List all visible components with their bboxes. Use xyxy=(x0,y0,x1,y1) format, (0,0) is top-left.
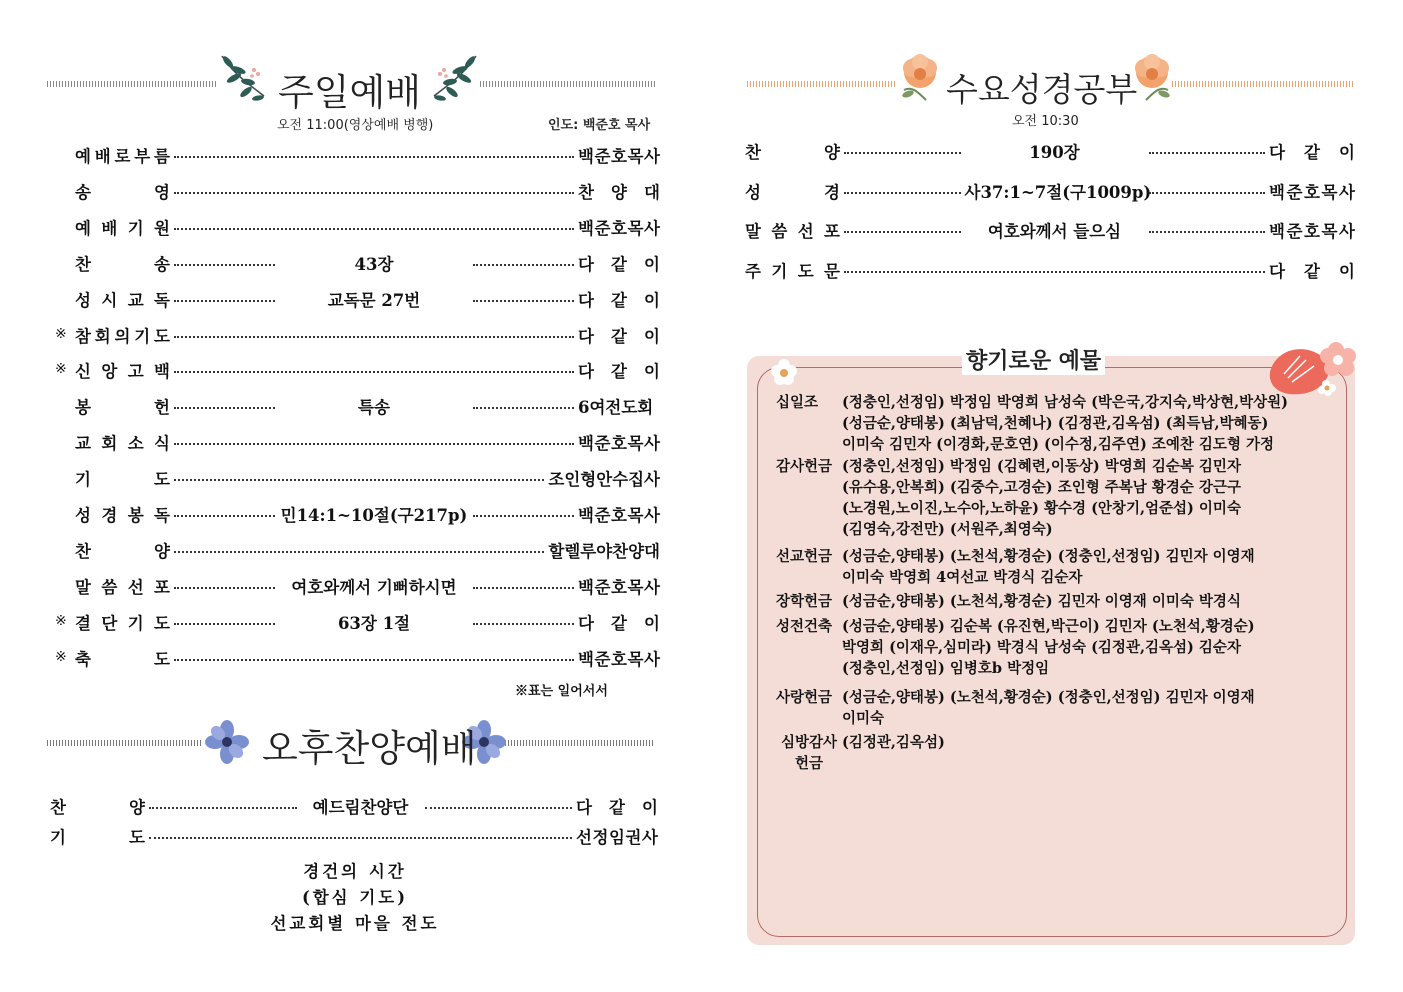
standing-note: ※표는 일어서서 xyxy=(515,684,608,699)
sunday-order-row xyxy=(55,358,660,382)
offering-row xyxy=(776,732,1312,774)
title-rule-right xyxy=(1172,81,1354,87)
offering-row xyxy=(776,687,1312,729)
sunday-order-row xyxy=(75,502,660,526)
offering-row xyxy=(776,591,1312,612)
order-label: 찬 양 xyxy=(75,541,170,561)
sunday-order-row xyxy=(75,251,660,275)
order-person: 백 준 호 목 사 xyxy=(578,147,660,166)
offerings-title: 향기로운 예물 xyxy=(962,344,1105,375)
order-detail: 여호와께서 기뻐하시면 xyxy=(291,577,457,597)
leaf-sprig-icon xyxy=(216,52,272,104)
leader-dots xyxy=(174,192,574,194)
offering-names xyxy=(842,546,1312,588)
order-label: 축 도 xyxy=(75,649,170,669)
offering-line: (유수용,안복희) (김중수,고경순) 조인형 주복남 황경순 강근구 xyxy=(842,479,1241,496)
order-detail: 여호와께서 들으심 xyxy=(987,222,1122,241)
order-label: 성 경 봉 독 xyxy=(75,506,170,525)
offering-row xyxy=(776,392,1312,455)
red-flower-icon xyxy=(1266,338,1364,400)
offering-line: (김영숙,강전만) (서원주,최영숙) xyxy=(842,521,1053,538)
leader-dots xyxy=(174,300,275,302)
order-person: 다 같 이 xyxy=(578,613,660,633)
devotion-line: 선교회별 마을 전도 xyxy=(270,914,440,933)
order-label: 성 시 교 독 xyxy=(75,290,170,310)
offering-line: 이미숙 xyxy=(842,710,885,727)
leader-dots xyxy=(844,231,961,233)
sunday-time: 오전 11:00(영상예배 병행) xyxy=(277,118,434,133)
offering-line: (노경원,노이진,노수아,노하윤) 황수경 (안창기,엄준섭) 이미숙 xyxy=(842,500,1241,517)
leader-dots xyxy=(174,587,275,589)
leader-dots xyxy=(844,271,1265,273)
sunday-order-row xyxy=(75,143,660,167)
sunday-order-row xyxy=(75,287,660,311)
sunday-order-row xyxy=(75,215,660,239)
offering-line: 이미숙 김민자 (이경화,문호연) (이수정,김주연) 조예찬 김도형 가정 xyxy=(842,436,1275,453)
order-label: 주 기 도 문 xyxy=(745,261,840,281)
leader-dots xyxy=(473,300,574,302)
order-label: 찬 양 xyxy=(745,143,840,162)
afternoon-title: 오후찬양예배 xyxy=(262,727,477,770)
offering-label: 사랑헌금 xyxy=(776,689,833,706)
afternoon-order-row xyxy=(50,824,658,848)
order-person: 다 같 이 xyxy=(576,798,658,817)
order-label: 참 회 의 기 도 xyxy=(75,326,170,346)
order-label: 말 씀 선 포 xyxy=(745,222,840,241)
order-detail: 63장 1절 xyxy=(337,613,411,633)
order-label: 찬 양 xyxy=(50,798,145,817)
offering-label: 심방감사헌금 xyxy=(780,734,838,772)
wednesday-order-row xyxy=(745,179,1355,203)
peach-flower-icon xyxy=(896,50,942,102)
offering-line: (성금순,양태봉) (노천석,황경순) (정충인,선정임) 김민자 이영재 xyxy=(842,689,1255,706)
small-white-flower-icon xyxy=(770,358,798,386)
leader-dots xyxy=(174,479,544,481)
leaf-sprig-icon xyxy=(426,52,482,104)
title-rule-right xyxy=(505,740,655,746)
order-person: 찬 양 대 xyxy=(578,182,660,202)
title-rule-right xyxy=(480,81,655,87)
offering-row xyxy=(776,546,1312,588)
order-person: 선 정 임 권 사 xyxy=(576,828,658,847)
leader-dots xyxy=(473,515,574,517)
offering-names xyxy=(842,591,1312,612)
order-label: 기 도 xyxy=(50,828,145,847)
standing-mark: ※ xyxy=(55,648,67,665)
offering-line: (성금순,양태봉) 김순복 (유진현,박근이) 김민자 (노천석,황경순) xyxy=(842,618,1255,635)
leader-dots xyxy=(149,807,297,809)
order-person: 백 준 호 목 사 xyxy=(578,577,660,597)
order-person: 백 준 호 목 사 xyxy=(578,649,660,669)
title-rule-left xyxy=(47,81,217,87)
devotion-line: 경건의 시간 xyxy=(303,862,407,881)
leader-dots xyxy=(1149,231,1266,233)
order-person: 다 같 이 xyxy=(1269,261,1355,281)
order-label: 기 도 xyxy=(75,470,170,490)
offering-line: (성금순,양태봉) (노천석,황경순) 김민자 이영재 이미숙 박경식 xyxy=(842,593,1241,610)
leader-dots xyxy=(473,407,574,409)
sunday-title: 주일예배 xyxy=(278,71,421,114)
sunday-order-row xyxy=(75,394,660,418)
sunday-order-row xyxy=(55,323,660,347)
offering-label: 십일조 xyxy=(776,394,819,411)
leader-dots xyxy=(174,371,574,373)
offering-label: 감사헌금 xyxy=(776,458,833,475)
wednesday-order-row xyxy=(745,218,1355,242)
order-person: 다 같 이 xyxy=(578,326,660,346)
title-rule-left xyxy=(747,81,895,87)
order-label: 송 영 xyxy=(75,182,170,202)
wednesday-order-row xyxy=(745,139,1355,163)
leader-dots xyxy=(149,837,572,839)
sunday-order-row xyxy=(75,538,660,562)
sunday-order-row xyxy=(55,610,660,634)
leader-dots xyxy=(844,192,961,194)
order-person: 다 같 이 xyxy=(578,290,660,310)
offering-label: 선교헌금 xyxy=(776,548,833,565)
leader-dots xyxy=(174,407,275,409)
order-label: 신 앙 고 백 xyxy=(75,362,170,382)
order-person: 6여전도회 xyxy=(578,398,654,418)
order-person: 백 준 호 목 사 xyxy=(578,434,660,454)
order-detail: 특송 xyxy=(358,398,390,418)
offering-names xyxy=(842,456,1312,540)
order-label: 예 배 로 부 름 xyxy=(75,147,170,166)
leader-dots xyxy=(844,152,961,154)
order-label: 결 단 기 도 xyxy=(75,613,170,633)
offering-label: 성전건축 xyxy=(776,618,833,635)
order-person: 백 준 호 목 사 xyxy=(578,506,660,525)
title-rule-left xyxy=(47,740,202,746)
leader-dots xyxy=(174,336,574,338)
order-label: 예 배 기 원 xyxy=(75,218,170,238)
offering-line: (정충인,선정임) 임병호b 박정임 xyxy=(842,660,1050,677)
order-person: 백 준 호 목 사 xyxy=(1269,182,1355,202)
offering-names xyxy=(842,687,1312,729)
afternoon-order-row xyxy=(50,794,658,818)
leader-dots xyxy=(473,264,574,266)
offering-line: 이미숙 박영희 4여선교 박경식 김순자 xyxy=(842,569,1083,586)
offering-names xyxy=(842,616,1312,679)
sunday-order-row xyxy=(75,179,660,203)
offering-row xyxy=(776,616,1312,679)
standing-mark: ※ xyxy=(55,612,67,629)
order-label: 성 경 xyxy=(745,182,840,202)
offering-line: (성금순,양태봉) (노천석,황경순) (정충인,선정임) 김민자 이영재 xyxy=(842,548,1255,565)
leader-dots xyxy=(174,228,574,230)
leader-dots xyxy=(174,551,544,553)
leader-dots xyxy=(1149,152,1266,154)
wednesday-title: 수요성경공부 xyxy=(946,70,1138,109)
leader-dots xyxy=(473,587,574,589)
order-label: 교 회 소 식 xyxy=(75,434,170,454)
wednesday-order-row xyxy=(745,258,1355,282)
order-detail: 교독문 27번 xyxy=(327,290,421,310)
sunday-order-row xyxy=(55,646,660,670)
offering-line: (정충인,선정임) 박정임 (김혜련,이동상) 박영희 김순복 김민자 xyxy=(842,458,1241,475)
offering-line: (김정관,김옥섬) xyxy=(842,734,945,751)
order-person: 다 같 이 xyxy=(1269,143,1355,162)
standing-mark: ※ xyxy=(55,325,67,342)
sunday-order-row xyxy=(75,430,660,454)
order-person: 다 같 이 xyxy=(578,254,660,274)
leader-dots xyxy=(473,623,574,625)
order-person: 할렐루야찬양대 xyxy=(548,541,660,561)
offering-line: (성금순,양태봉) (최남덕,천혜나) (김정관,김옥섬) (최득남,박혜동) xyxy=(842,415,1269,432)
order-person: 조인형안수집사 xyxy=(548,470,660,490)
wednesday-time: 오전 10:30 xyxy=(1012,114,1079,129)
order-detail: 사37:1~7절(구1009p) xyxy=(964,182,1152,202)
sunday-order-row xyxy=(75,466,660,490)
order-detail: 민14:1~10절(구217p) xyxy=(280,506,468,525)
order-person: 백 준 호 목 사 xyxy=(1269,222,1355,241)
leader-dots xyxy=(174,623,275,625)
order-label: 봉 헌 xyxy=(75,398,170,418)
offering-names xyxy=(842,732,1312,774)
offering-names xyxy=(842,392,1312,455)
leader-dots xyxy=(1149,192,1266,194)
sunday-order-row xyxy=(75,574,660,598)
order-detail: 예드림찬양단 xyxy=(312,798,409,817)
order-detail: 43장 xyxy=(354,254,394,274)
offering-row xyxy=(776,456,1312,540)
leader-dots xyxy=(174,443,574,445)
order-person: 백 준 호 목 사 xyxy=(578,218,660,238)
order-person: 다 같 이 xyxy=(578,362,660,382)
offering-label: 장학헌금 xyxy=(776,593,833,610)
leader-dots xyxy=(425,807,573,809)
devotion-line: (합심 기도) xyxy=(301,888,409,907)
sunday-leader: 인도: 백준호 목사 xyxy=(548,118,651,133)
offering-line: (정충인,선정임) 박정임 박영희 남성숙 (박은국,강지숙,박상현,박상원) xyxy=(842,394,1289,411)
leader-dots xyxy=(174,156,574,158)
leader-dots xyxy=(174,264,275,266)
order-label: 말 씀 선 포 xyxy=(75,577,170,597)
leader-dots xyxy=(174,515,275,517)
standing-mark: ※ xyxy=(55,361,67,378)
blue-flower-icon xyxy=(205,720,249,764)
offering-line: 박영희 (이재우,심미라) 박경식 남성숙 (김정관,김옥섬) 김순자 xyxy=(842,639,1241,656)
leader-dots xyxy=(174,659,574,661)
order-label: 찬 송 xyxy=(75,254,170,274)
order-detail: 190장 xyxy=(1029,143,1080,162)
